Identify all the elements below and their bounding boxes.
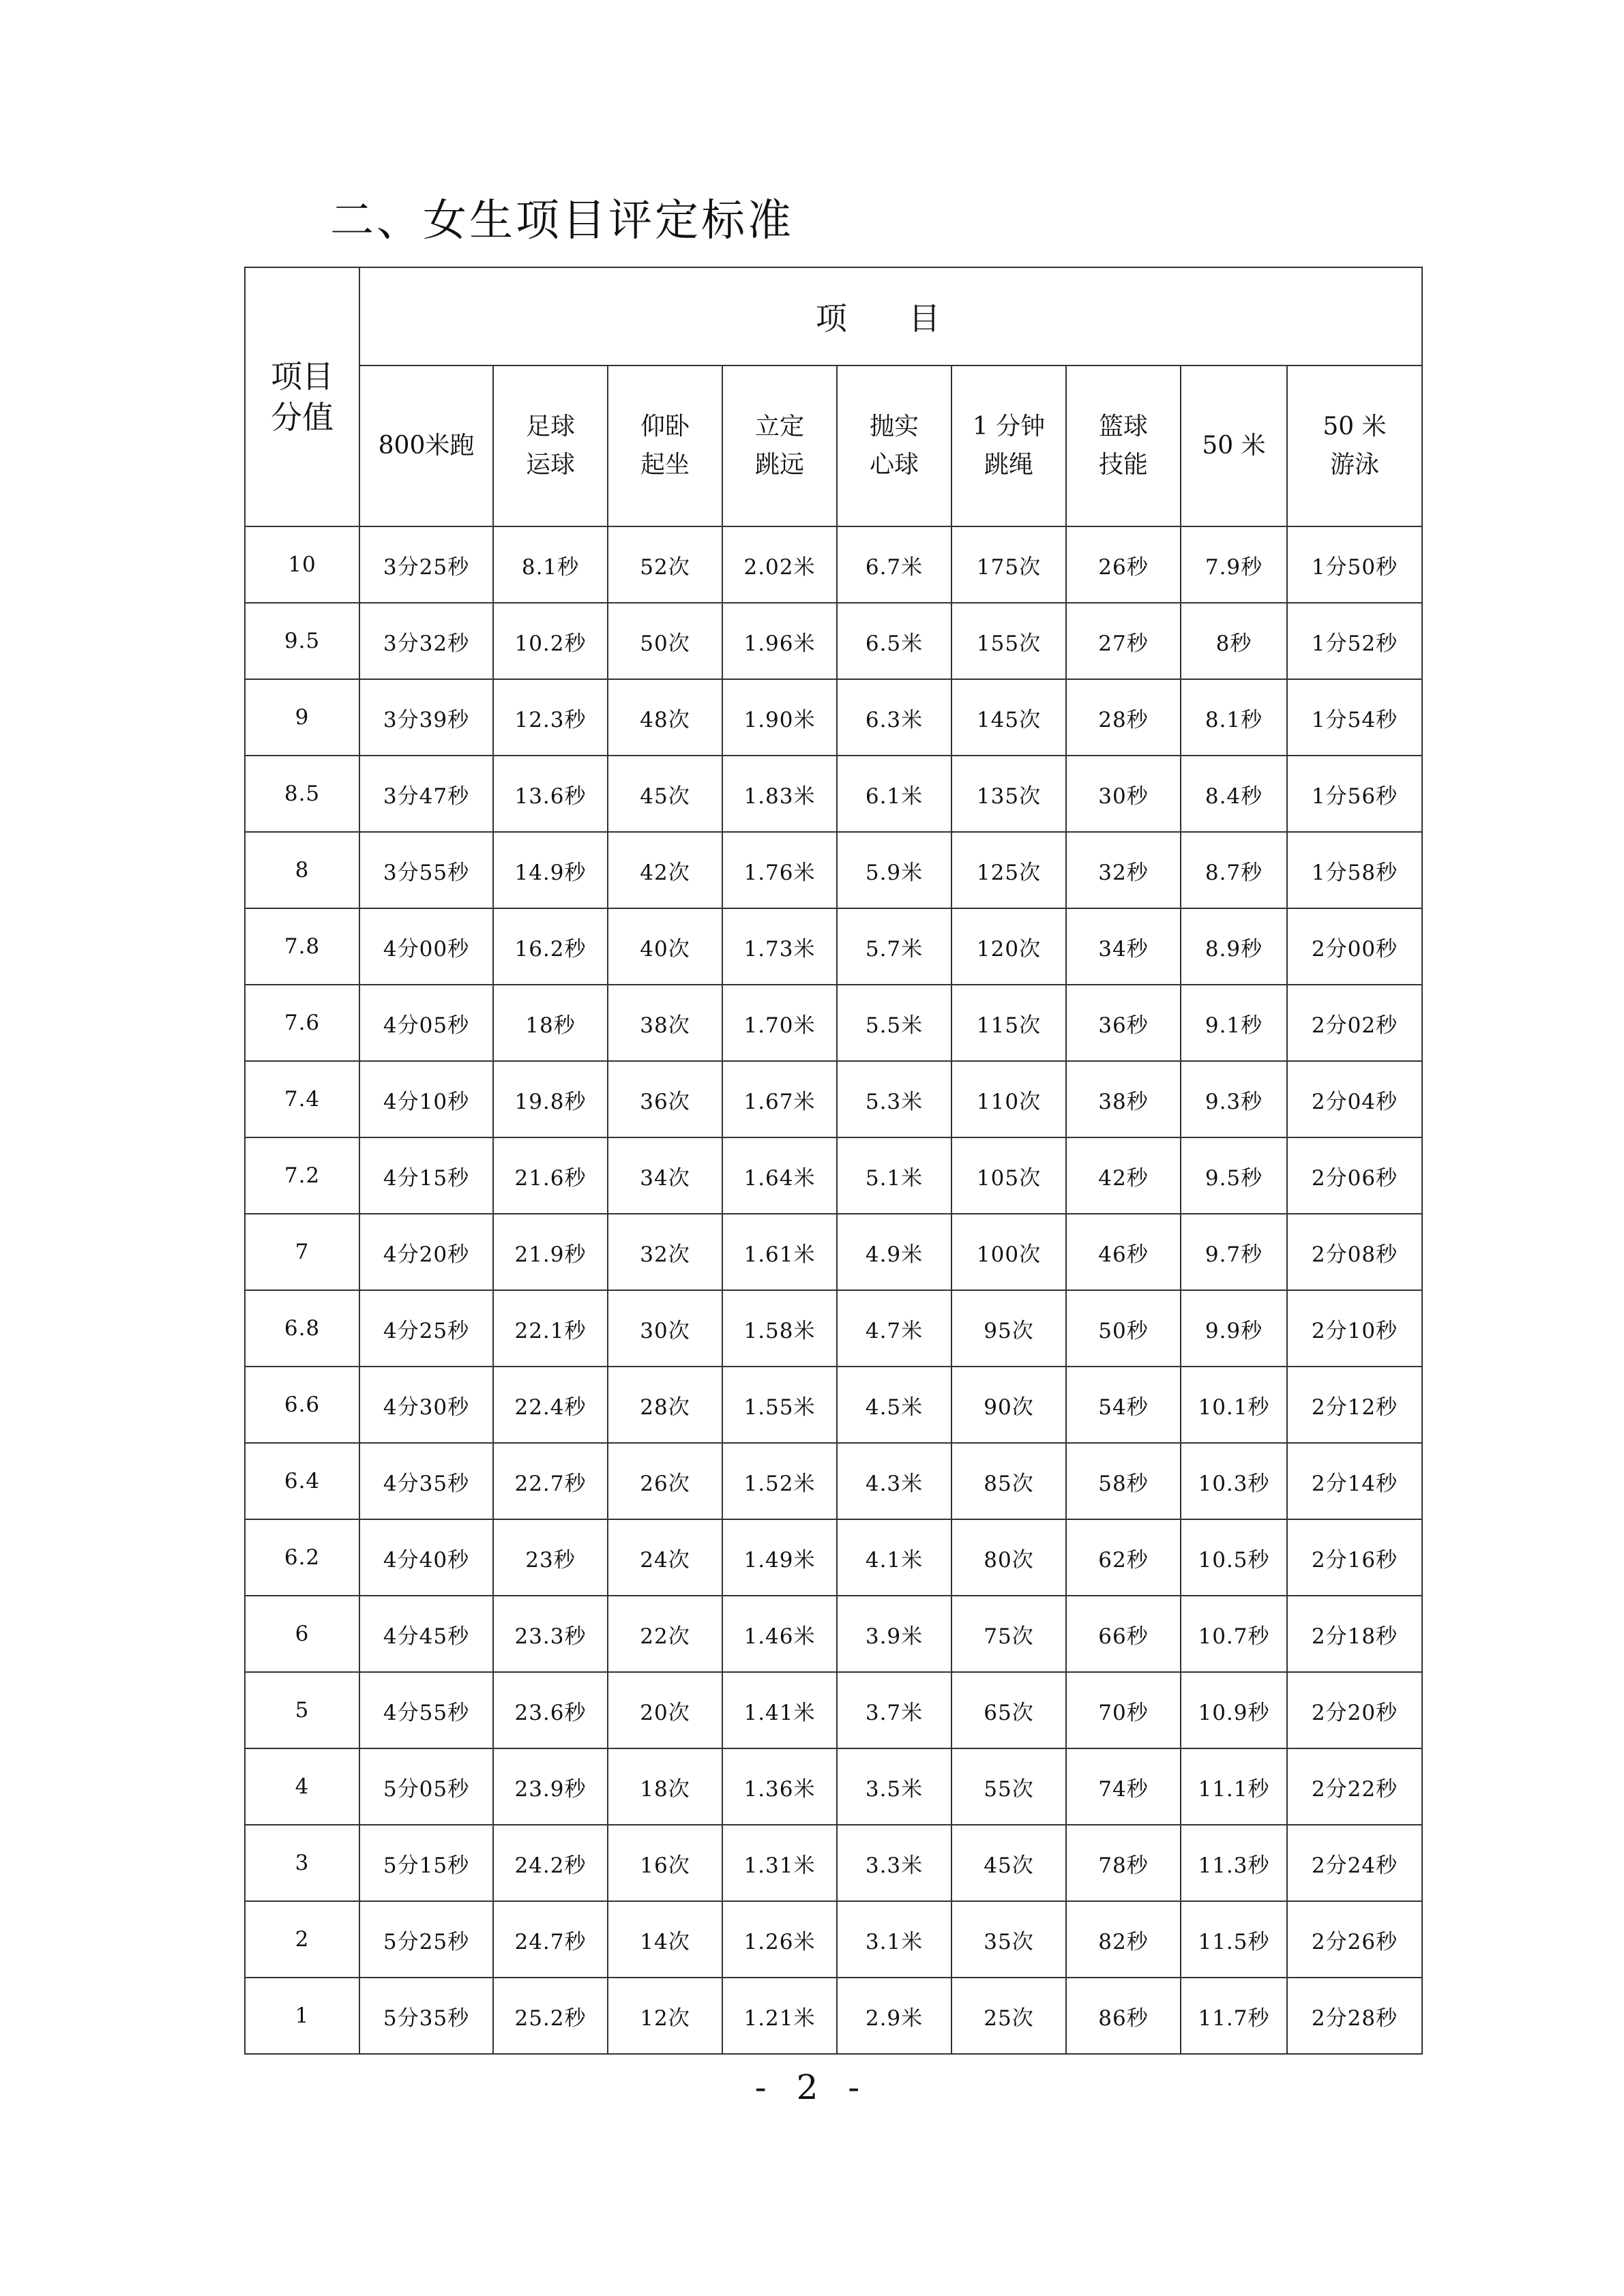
table-cell: 5分25秒 xyxy=(359,1901,493,1978)
table-cell: 70秒 xyxy=(1066,1672,1181,1748)
header-row-group xyxy=(245,267,1422,366)
table-cell: 1.76米 xyxy=(722,832,837,908)
table-cell: 1分54秒 xyxy=(1287,679,1422,756)
column-header-label: 仰卧 起坐 xyxy=(640,413,690,479)
score-cell: 2 xyxy=(245,1901,359,1978)
table-cell: 1.64米 xyxy=(722,1137,837,1214)
score-cell: 8 xyxy=(245,832,359,908)
table-cell: 21.9秒 xyxy=(493,1214,608,1290)
table-cell: 1分58秒 xyxy=(1287,832,1422,908)
column-header-cell xyxy=(1287,366,1422,526)
table-row xyxy=(245,1596,1422,1672)
table-cell: 5.1米 xyxy=(837,1137,951,1214)
table-cell: 21.6秒 xyxy=(493,1137,608,1214)
table-cell: 8.9秒 xyxy=(1181,908,1287,985)
table-cell: 3.9米 xyxy=(837,1596,951,1672)
table-cell: 10.5秒 xyxy=(1181,1519,1287,1596)
table-cell: 13.6秒 xyxy=(493,756,608,832)
table-row xyxy=(245,908,1422,985)
table-row xyxy=(245,1290,1422,1367)
table-cell: 42秒 xyxy=(1066,1137,1181,1214)
table-cell: 5.9米 xyxy=(837,832,951,908)
table-cell: 4分45秒 xyxy=(359,1596,493,1672)
table-row xyxy=(245,1748,1422,1825)
table-cell: 11.3秒 xyxy=(1181,1825,1287,1901)
table-row xyxy=(245,832,1422,908)
table-cell: 10.1秒 xyxy=(1181,1367,1287,1443)
score-cell: 6.2 xyxy=(245,1519,359,1596)
table-cell: 2分18秒 xyxy=(1287,1596,1422,1672)
score-cell: 7.2 xyxy=(245,1137,359,1214)
table-cell: 40次 xyxy=(608,908,722,985)
score-cell: 6.6 xyxy=(245,1367,359,1443)
table-cell: 2分08秒 xyxy=(1287,1214,1422,1290)
table-cell: 4分25秒 xyxy=(359,1290,493,1367)
table-cell: 1.96米 xyxy=(722,603,837,679)
column-header-cell xyxy=(951,366,1066,526)
column-header-label: 篮球 技能 xyxy=(1098,413,1148,479)
score-cell: 6.8 xyxy=(245,1290,359,1367)
column-header-label: 50 米 游泳 xyxy=(1323,413,1387,479)
table-cell: 115次 xyxy=(951,985,1066,1061)
table-cell: 86秒 xyxy=(1066,1978,1181,2054)
table-cell: 25.2秒 xyxy=(493,1978,608,2054)
table-cell: 5分05秒 xyxy=(359,1748,493,1825)
table-cell: 2.9米 xyxy=(837,1978,951,2054)
table-row xyxy=(245,1978,1422,2054)
table-cell: 23.6秒 xyxy=(493,1672,608,1748)
table-cell: 8秒 xyxy=(1181,603,1287,679)
table-cell: 16次 xyxy=(608,1825,722,1901)
table-cell: 26次 xyxy=(608,1443,722,1519)
table-cell: 4.5米 xyxy=(837,1367,951,1443)
table-cell: 28次 xyxy=(608,1367,722,1443)
column-header-cell xyxy=(608,366,722,526)
table-cell: 1.36米 xyxy=(722,1748,837,1825)
table-cell: 45次 xyxy=(608,756,722,832)
table-cell: 11.1秒 xyxy=(1181,1748,1287,1825)
table-cell: 82秒 xyxy=(1066,1901,1181,1978)
table-cell: 4分40秒 xyxy=(359,1519,493,1596)
column-header-cell xyxy=(837,366,951,526)
table-cell: 19.8秒 xyxy=(493,1061,608,1137)
table-row xyxy=(245,603,1422,679)
table-cell: 10.7秒 xyxy=(1181,1596,1287,1672)
table-cell: 3.5米 xyxy=(837,1748,951,1825)
table-cell: 74秒 xyxy=(1066,1748,1181,1825)
table-cell: 4分20秒 xyxy=(359,1214,493,1290)
table-cell: 1.49米 xyxy=(722,1519,837,1596)
score-cell: 10 xyxy=(245,526,359,603)
table-cell: 3分47秒 xyxy=(359,756,493,832)
table-cell: 6.3米 xyxy=(837,679,951,756)
table-cell: 125次 xyxy=(951,832,1066,908)
table-cell: 4分30秒 xyxy=(359,1367,493,1443)
page-title: 二、女生项目评定标准 xyxy=(330,196,794,246)
table-cell: 2分06秒 xyxy=(1287,1137,1422,1214)
group-header-label: 项 目 xyxy=(815,300,966,337)
table-cell: 1分52秒 xyxy=(1287,603,1422,679)
score-cell: 5 xyxy=(245,1672,359,1748)
table-cell: 4.7米 xyxy=(837,1290,951,1367)
table-cell: 135次 xyxy=(951,756,1066,832)
table-cell: 11.7秒 xyxy=(1181,1978,1287,2054)
table-cell: 34秒 xyxy=(1066,908,1181,985)
table-cell: 45次 xyxy=(951,1825,1066,1901)
table-cell: 4分00秒 xyxy=(359,908,493,985)
table-cell: 12.3秒 xyxy=(493,679,608,756)
table-cell: 4分35秒 xyxy=(359,1443,493,1519)
table-cell: 24.2秒 xyxy=(493,1825,608,1901)
table-cell: 145次 xyxy=(951,679,1066,756)
table-cell: 8.7秒 xyxy=(1181,832,1287,908)
table-cell: 1.52米 xyxy=(722,1443,837,1519)
table-cell: 34次 xyxy=(608,1137,722,1214)
table-row xyxy=(245,1672,1422,1748)
table-row xyxy=(245,985,1422,1061)
table-cell: 50秒 xyxy=(1066,1290,1181,1367)
column-header-label: 抛实 心球 xyxy=(869,413,919,479)
score-cell: 3 xyxy=(245,1825,359,1901)
table-cell: 120次 xyxy=(951,908,1066,985)
column-header-cell xyxy=(1066,366,1181,526)
score-cell: 9 xyxy=(245,679,359,756)
column-header-label: 1 分钟 跳绳 xyxy=(972,413,1046,479)
table-cell: 9.1秒 xyxy=(1181,985,1287,1061)
score-cell: 1 xyxy=(245,1978,359,2054)
table-row xyxy=(245,1901,1422,1978)
table-cell: 46秒 xyxy=(1066,1214,1181,1290)
table-cell: 2分00秒 xyxy=(1287,908,1422,985)
table-row xyxy=(245,1061,1422,1137)
table-cell: 30秒 xyxy=(1066,756,1181,832)
table-cell: 22.1秒 xyxy=(493,1290,608,1367)
table-cell: 38秒 xyxy=(1066,1061,1181,1137)
table-cell: 32次 xyxy=(608,1214,722,1290)
table-cell: 85次 xyxy=(951,1443,1066,1519)
table-cell: 6.5米 xyxy=(837,603,951,679)
table-cell: 1.58米 xyxy=(722,1290,837,1367)
table-row xyxy=(245,1137,1422,1214)
score-cell: 7.8 xyxy=(245,908,359,985)
score-cell: 8.5 xyxy=(245,756,359,832)
table-cell: 9.9秒 xyxy=(1181,1290,1287,1367)
table-cell: 1.26米 xyxy=(722,1901,837,1978)
table-cell: 18次 xyxy=(608,1748,722,1825)
column-header-cell xyxy=(493,366,608,526)
table-cell: 2分22秒 xyxy=(1287,1748,1422,1825)
table-cell: 4分15秒 xyxy=(359,1137,493,1214)
column-header-label: 立定 跳远 xyxy=(754,413,804,479)
table-header xyxy=(245,267,1422,526)
table-cell: 9.7秒 xyxy=(1181,1214,1287,1290)
score-cell: 7.6 xyxy=(245,985,359,1061)
table-cell: 80次 xyxy=(951,1519,1066,1596)
table-cell: 36秒 xyxy=(1066,985,1181,1061)
table-cell: 6.7米 xyxy=(837,526,951,603)
table-cell: 4分05秒 xyxy=(359,985,493,1061)
table-cell: 75次 xyxy=(951,1596,1066,1672)
table-cell: 2.02米 xyxy=(722,526,837,603)
table-cell: 6.1米 xyxy=(837,756,951,832)
column-header-cell xyxy=(359,366,493,526)
table-cell: 2分10秒 xyxy=(1287,1290,1422,1367)
page-number: - 2 - xyxy=(754,2068,870,2107)
table-row xyxy=(245,1214,1422,1290)
table-row xyxy=(245,526,1422,603)
score-cell: 9.5 xyxy=(245,603,359,679)
table-cell: 2分12秒 xyxy=(1287,1367,1422,1443)
table-cell: 155次 xyxy=(951,603,1066,679)
row-header-cell xyxy=(245,267,359,526)
table-cell: 110次 xyxy=(951,1061,1066,1137)
table-cell: 3分25秒 xyxy=(359,526,493,603)
table-cell: 3分55秒 xyxy=(359,832,493,908)
table-cell: 55次 xyxy=(951,1748,1066,1825)
header-row-columns xyxy=(245,366,1422,526)
table-cell: 90次 xyxy=(951,1367,1066,1443)
table-cell: 14.9秒 xyxy=(493,832,608,908)
table-cell: 2分20秒 xyxy=(1287,1672,1422,1748)
table-cell: 58秒 xyxy=(1066,1443,1181,1519)
table-cell: 38次 xyxy=(608,985,722,1061)
table-cell: 11.5秒 xyxy=(1181,1901,1287,1978)
table-cell: 22.4秒 xyxy=(493,1367,608,1443)
table-cell: 2分28秒 xyxy=(1287,1978,1422,2054)
group-header-cell xyxy=(359,267,1422,366)
score-cell: 7 xyxy=(245,1214,359,1290)
scoring-table xyxy=(244,267,1423,2055)
table-cell: 54秒 xyxy=(1066,1367,1181,1443)
table-cell: 35次 xyxy=(951,1901,1066,1978)
table-cell: 32秒 xyxy=(1066,832,1181,908)
table-cell: 1.67米 xyxy=(722,1061,837,1137)
table-cell: 2分16秒 xyxy=(1287,1519,1422,1596)
table-cell: 20次 xyxy=(608,1672,722,1748)
table-cell: 66秒 xyxy=(1066,1596,1181,1672)
table-cell: 5.5米 xyxy=(837,985,951,1061)
table-cell: 4分10秒 xyxy=(359,1061,493,1137)
table-cell: 23.9秒 xyxy=(493,1748,608,1825)
table-row xyxy=(245,1367,1422,1443)
table-cell: 24次 xyxy=(608,1519,722,1596)
table-cell: 28秒 xyxy=(1066,679,1181,756)
score-cell: 6 xyxy=(245,1596,359,1672)
table-cell: 23.3秒 xyxy=(493,1596,608,1672)
table-cell: 22次 xyxy=(608,1596,722,1672)
table-cell: 25次 xyxy=(951,1978,1066,2054)
table-cell: 1分50秒 xyxy=(1287,526,1422,603)
table-cell: 2分24秒 xyxy=(1287,1825,1422,1901)
table-body xyxy=(245,526,1422,2054)
table-cell: 4.3米 xyxy=(837,1443,951,1519)
table-cell: 7.9秒 xyxy=(1181,526,1287,603)
table-cell: 2分02秒 xyxy=(1287,985,1422,1061)
table-row xyxy=(245,1519,1422,1596)
table-cell: 9.5秒 xyxy=(1181,1137,1287,1214)
table-cell: 8.4秒 xyxy=(1181,756,1287,832)
score-cell: 6.4 xyxy=(245,1443,359,1519)
table-cell: 10.3秒 xyxy=(1181,1443,1287,1519)
table-cell: 5.3米 xyxy=(837,1061,951,1137)
table-cell: 4.9米 xyxy=(837,1214,951,1290)
table-cell: 3.7米 xyxy=(837,1672,951,1748)
column-header-label: 800米跑 xyxy=(378,432,475,460)
table-row xyxy=(245,1443,1422,1519)
score-cell: 4 xyxy=(245,1748,359,1825)
table-cell: 16.2秒 xyxy=(493,908,608,985)
table-cell: 65次 xyxy=(951,1672,1066,1748)
table-cell: 27秒 xyxy=(1066,603,1181,679)
table-cell: 42次 xyxy=(608,832,722,908)
table-cell: 24.7秒 xyxy=(493,1901,608,1978)
score-cell: 7.4 xyxy=(245,1061,359,1137)
table-cell: 52次 xyxy=(608,526,722,603)
table-cell: 4分55秒 xyxy=(359,1672,493,1748)
table-cell: 175次 xyxy=(951,526,1066,603)
table-cell: 1.31米 xyxy=(722,1825,837,1901)
table-cell: 14次 xyxy=(608,1901,722,1978)
table-cell: 1.46米 xyxy=(722,1596,837,1672)
table-cell: 5分15秒 xyxy=(359,1825,493,1901)
table-cell: 30次 xyxy=(608,1290,722,1367)
column-header-label: 足球 运球 xyxy=(525,413,575,479)
table-cell: 50次 xyxy=(608,603,722,679)
table-cell: 1.73米 xyxy=(722,908,837,985)
table-cell: 48次 xyxy=(608,679,722,756)
table-cell: 8.1秒 xyxy=(493,526,608,603)
table-cell: 9.3秒 xyxy=(1181,1061,1287,1137)
table-cell: 4.1米 xyxy=(837,1519,951,1596)
table-cell: 3.3米 xyxy=(837,1825,951,1901)
table-cell: 36次 xyxy=(608,1061,722,1137)
table-cell: 1分56秒 xyxy=(1287,756,1422,832)
table-cell: 1.41米 xyxy=(722,1672,837,1748)
column-header-label: 50 米 xyxy=(1202,432,1266,460)
table-row xyxy=(245,679,1422,756)
table-cell: 1.61米 xyxy=(722,1214,837,1290)
table-cell: 62秒 xyxy=(1066,1519,1181,1596)
table-cell: 1.83米 xyxy=(722,756,837,832)
table-cell: 95次 xyxy=(951,1290,1066,1367)
table-cell: 2分14秒 xyxy=(1287,1443,1422,1519)
table-cell: 3分32秒 xyxy=(359,603,493,679)
table-cell: 12次 xyxy=(608,1978,722,2054)
table-cell: 3分39秒 xyxy=(359,679,493,756)
table-cell: 1.90米 xyxy=(722,679,837,756)
column-header-cell xyxy=(1181,366,1287,526)
table-cell: 23秒 xyxy=(493,1519,608,1596)
column-header-cell xyxy=(722,366,837,526)
table-cell: 10.2秒 xyxy=(493,603,608,679)
table-cell: 5分35秒 xyxy=(359,1978,493,2054)
table-cell: 100次 xyxy=(951,1214,1066,1290)
table-cell: 1.70米 xyxy=(722,985,837,1061)
table-cell: 2分26秒 xyxy=(1287,1901,1422,1978)
table-cell: 22.7秒 xyxy=(493,1443,608,1519)
table-cell: 2分04秒 xyxy=(1287,1061,1422,1137)
table-cell: 8.1秒 xyxy=(1181,679,1287,756)
table-cell: 1.55米 xyxy=(722,1367,837,1443)
table-cell: 5.7米 xyxy=(837,908,951,985)
table-row xyxy=(245,756,1422,832)
table-cell: 78秒 xyxy=(1066,1825,1181,1901)
row-header-label: 项目 分值 xyxy=(271,358,334,436)
table-cell: 10.9秒 xyxy=(1181,1672,1287,1748)
table-cell: 1.21米 xyxy=(722,1978,837,2054)
table-row xyxy=(245,1825,1422,1901)
table-cell: 26秒 xyxy=(1066,526,1181,603)
table-cell: 3.1米 xyxy=(837,1901,951,1978)
table-cell: 105次 xyxy=(951,1137,1066,1214)
table-cell: 18秒 xyxy=(493,985,608,1061)
